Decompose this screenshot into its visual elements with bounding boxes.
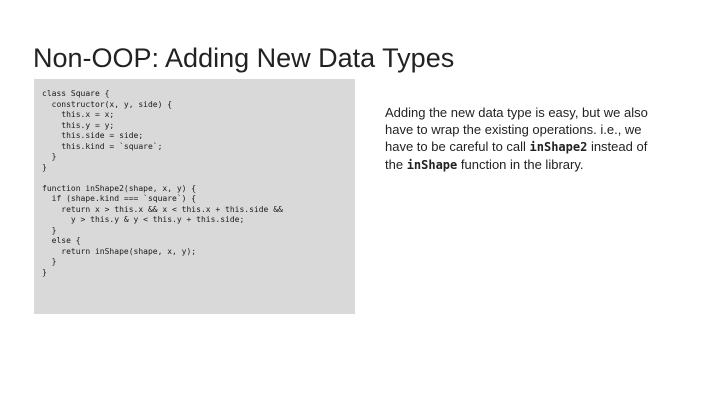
- code-snippet: class Square { constructor(x, y, side) { this.x = x; this.y = y; this.side = side; this.kind = `square`; } } function inShape2(shape, x, y) { if (shape.kind === `square`) { return x > this.x && x < this.x + this.side && y > this.y & y < this.y + this.side; } else { return inShape(shape, x, y); } }: [42, 89, 283, 277]
- explanation-text-part-1: Adding the new data type is easy, but we also have to wrap the existing operations. i.e., we have to be careful to call: [385, 105, 648, 154]
- inline-code-inshape: inShape: [406, 158, 458, 172]
- code-snippet-box: [34, 79, 355, 314]
- explanation-text-part-2: instead of the: [385, 139, 648, 172]
- inline-code-inshape2: inShape2: [529, 140, 588, 154]
- slide-title: Non-OOP: Adding New Data Types: [33, 43, 455, 73]
- explanation-text-part-3: function in the library.: [457, 157, 584, 172]
- explanation-text: [385, 104, 657, 174]
